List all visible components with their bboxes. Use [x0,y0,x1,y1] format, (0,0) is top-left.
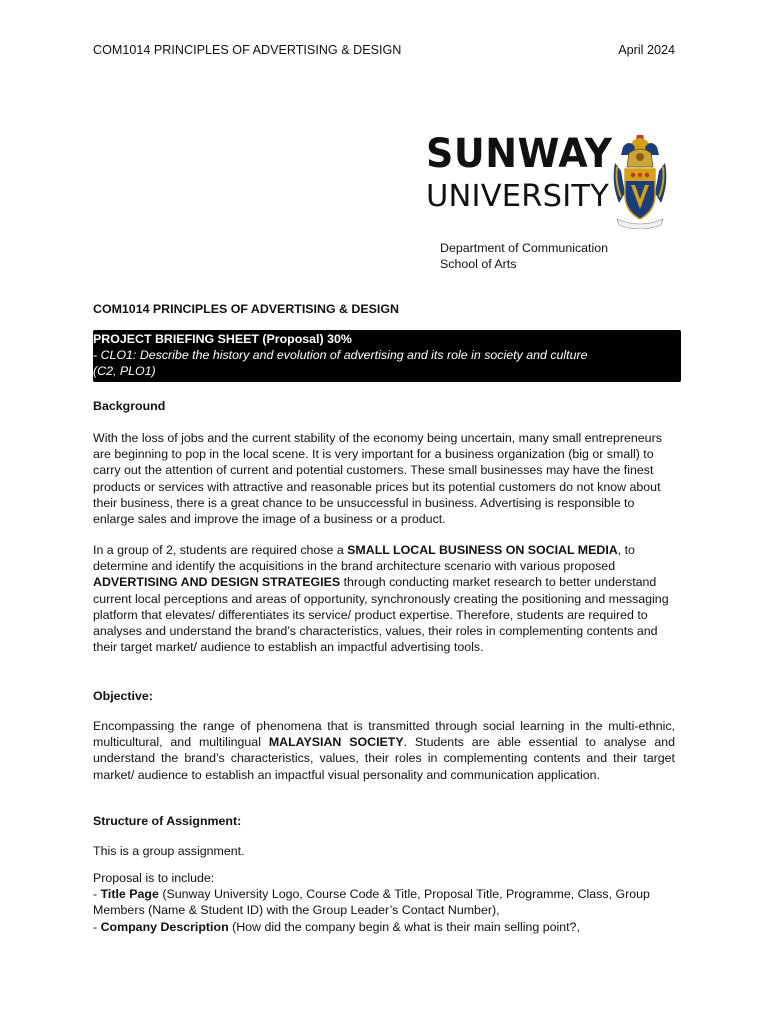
item2-label: Company Description [100,919,229,934]
item2-dash: - [93,919,101,934]
objective-emphasis-society: MALAYSIAN SOCIETY [268,735,404,750]
header-course: COM1014 PRINCIPLES OF ADVERTISING & DESIGN [93,43,402,57]
page-header [93,42,675,58]
proposal-item-company-description [93,919,677,935]
item1-dash: - [93,887,101,902]
briefing-clo-levels: (C2, PLO1) [93,364,156,379]
university-crest-icon [609,133,671,229]
logo-university-text: UNIVERSITY [426,179,610,214]
para2-text-e: through conducting market research to better understand current local perceptions and areas of opportunity, synchronously creating the positioning and messaging platform that elevates/ differentiates its service/ product expertise. Therefore, students are required to analyses and understand the brand’s characteristics, values, their roles in complementing contents and their target market/ audience to establish an impactful advertising tools. [93,575,669,655]
para2-text-c: , to determine and identify the acquisitions in the brand architecture scenario with various proposed [93,543,635,574]
header-date: April 2024 [618,43,675,57]
briefing-title: PROJECT BRIEFING SHEET (Proposal) 30% [93,332,352,346]
background-paragraph-1: With the loss of jobs and the current stability of the economy being uncertain, many small entrepreneurs are beginning to pop in the local scene. It is very important for a business organization (big or small) to carry out the attention of current and potential customers. These small businesses may have the finest products or services with attractive and reasonable prices but its potential customers do not know about their business, there is a great chance to be unsuccessful in business. Advertising is responsible to enlarge sales and improve the image of a business or a product. [93,431,662,527]
objective-paragraph [93,718,675,783]
proposal-item-title-page [93,886,677,918]
course-title: COM1014 PRINCIPLES OF ADVERTISING & DESIGN [93,302,399,316]
department-info [440,240,608,272]
objective-text-a: Encompassing the range of phenomena that is transmitted through social learning in the multi-ethnic, multicultural, and multilingual [93,719,675,750]
item1-text: (Sunway University Logo, Course Code & Title, Proposal Title, Programme, Class, Group Members (Name & Student ID) with the Group Leader’s Contact Number), [93,887,650,918]
group-assignment-note: This is a group assignment. [93,844,245,858]
background-paragraph-2 [93,542,675,655]
para2-text-a: In a group of 2, students are required chose a [93,543,348,557]
project-briefing-banner [93,330,681,382]
logo-sunway-text: SUNWAY [426,130,613,177]
background-heading: Background [93,399,166,413]
item2-text: (How did the company begin & what is their main selling point?, [228,919,580,934]
proposal-contents [93,870,677,935]
item1-label: Title Page [100,887,159,902]
para2-emphasis-business: SMALL LOCAL BUSINESS ON SOCIAL MEDIA [347,543,618,557]
sunway-university-logo [426,130,671,229]
objective-heading: Objective: [93,689,153,703]
school-name: School of Arts [440,257,517,272]
department-name: Department of Communication [440,241,609,255]
objective-text-c: . Students are able essential to analyse and understand the brand’s characteristics, values, their roles in complementing contents and their target market/ audience to establish an impactful visual personality and communication application. [93,735,676,782]
para2-emphasis-strategies: ADVERTISING AND DESIGN STRATEGIES [93,575,341,590]
structure-heading: Structure of Assignment: [93,814,242,828]
briefing-clo: - CLO1: Describe the history and evolution of advertising and its role in society and culture [93,348,588,363]
proposal-intro: Proposal is to include: [93,871,215,885]
